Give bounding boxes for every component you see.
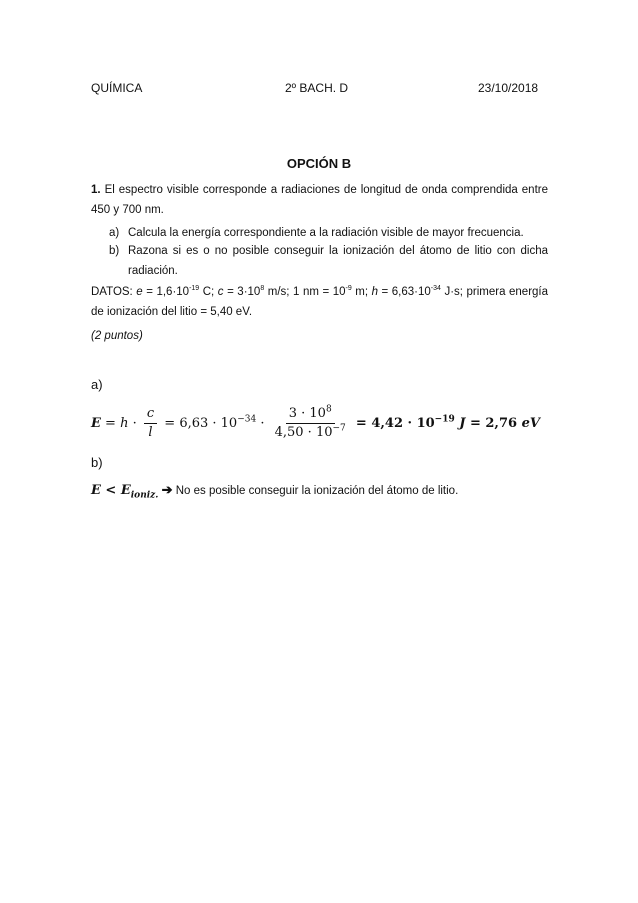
c-over-l-fraction: $\frac{c}{l}$ <box>144 405 157 442</box>
arrow-right-icon: ➔ <box>161 482 173 497</box>
header-date: 23/10/2018 <box>478 81 539 95</box>
header-subject: QUÍMICA <box>91 81 143 95</box>
question-points: (2 puntos) <box>91 330 143 342</box>
item-label: b) <box>109 245 120 257</box>
item-label: a) <box>109 227 120 239</box>
answer-b-line <box>91 482 458 501</box>
value-fraction: $\frac{3 \cdot 10^8}{4,50 \cdot 10^{-7}}$ <box>274 404 346 440</box>
item-text: Calcula la energía correspondiente a la radiación visible de mayor frecuencia. <box>128 227 524 239</box>
item-text: Razona si es o no posible conseguir la ionización del átomo de litio con dicha radiación. <box>128 245 548 277</box>
answer-b-label: b) <box>91 455 103 470</box>
answer-b-text: No es posible conseguir la ionización del átomo de litio. <box>175 485 459 497</box>
answer-a-label: a) <box>91 377 103 392</box>
header-course: 2º BACH. D <box>285 81 349 95</box>
section-title: OPCIÓN B <box>286 156 352 171</box>
energy-formula: E = h · $\frac{c}{l}$ = $6,63 \cdot 10^{-34}$ · $\frac{3 \cdot 10^8}{4,50 \cdot 10^{-7}}$ = $4,42 \cdot 10^{-19}$ J = 2,76 eV <box>91 404 540 440</box>
data-constants: $e = 1,6\cdot 10^{-19}$ C; $c = 3\cdot 10^8$ m/s; 1 nm = $10^{-9}$ m; $h = 6,63\cdot 10^{-34}$ J·s; primera energía de ionización del litio = 5,40 eV. <box>91 285 549 318</box>
question-statement <box>91 180 548 220</box>
question-number: 1. <box>91 184 101 196</box>
data-prefix: DATOS: <box>91 286 137 298</box>
energy-comparison: $E < E_{ioniz.}$ <box>91 483 159 501</box>
question-text: El espectro visible corresponde a radiaciones de longitud de onda comprendida entre 450 y 700 nm. <box>91 184 548 216</box>
question-data <box>91 282 548 322</box>
